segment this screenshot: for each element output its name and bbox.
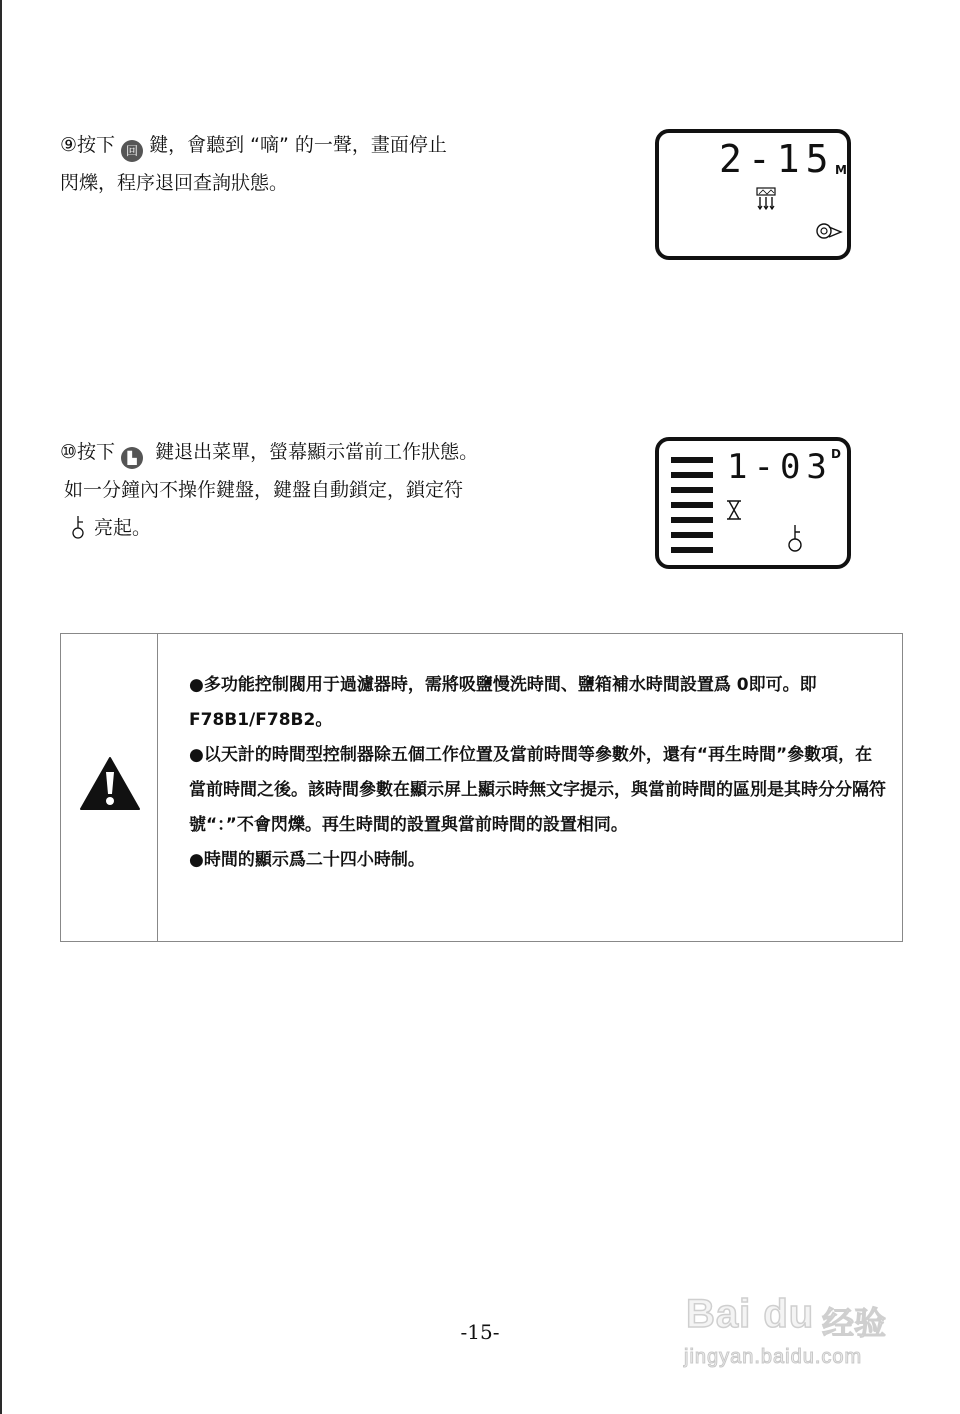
step-10-press-label: 按下 (77, 441, 116, 463)
lcd-display-query (655, 129, 851, 260)
lcd-display-status (655, 437, 851, 569)
watermark-url: jingyan.baidu.com (684, 1346, 863, 1368)
note-item-24h: ●時間的顯示爲二十四小時制。 (189, 850, 425, 870)
warning-icon (79, 756, 141, 812)
watermark-logo: Bai du (686, 1292, 815, 1336)
step-9-line-1 (60, 126, 580, 164)
step-10-line-1 (60, 433, 580, 471)
watermark-cn: 经验 (822, 1304, 887, 1342)
left-margin-rule (0, 0, 2, 1414)
step-9-number: ⑨ (60, 134, 78, 156)
lcd-unit-label: D (831, 447, 841, 461)
filter-flow-icon (755, 187, 777, 211)
note-item-regen-time: ●以天計的時間型控制器除五個工作位置及當前時間等參數外，還有“再生時間”參數項，在當前時間之後。該時間參數在顯示屏上顯示時無文字提示，與當前時間的區別是其時分分隔符號“：”不會閃爍。再生時間的設置與當前時間的設置相同。 (189, 745, 886, 835)
note-text (189, 668, 889, 878)
step-10-line-3 (60, 509, 580, 547)
step-10-number: ⑩ (60, 441, 78, 463)
step-10-instruction: 鍵退出菜單，螢幕顯示當前工作狀態。 (155, 441, 479, 463)
step-9-press-label: 按下 (77, 134, 116, 156)
level-bars-icon (671, 457, 713, 562)
caution-note-box (60, 633, 903, 942)
lock-symbol-icon (785, 523, 805, 553)
step-10-line-2: 如一分鐘內不操作鍵盤，鍵盤自動鎖定，鎖定符 (64, 479, 464, 501)
menu-exit-key-icon: ▙ (121, 447, 143, 469)
step-10-text (60, 433, 580, 547)
salt-valve-icon (815, 221, 843, 241)
step-9-text (60, 126, 580, 202)
hourglass-icon (725, 499, 743, 521)
step-10-lit-text: 亮起。 (94, 517, 152, 539)
lcd-digits: 1-03 (727, 447, 833, 487)
page-number: -15- (460, 1320, 500, 1344)
lcd-unit-label: M (835, 163, 847, 177)
program-key-icon: 回 (121, 140, 143, 162)
lock-symbol-icon (68, 514, 88, 540)
step-9-instruction: 鍵，會聽到 “嘀” 的一聲，畫面停止 (149, 134, 447, 156)
note-divider (157, 634, 158, 941)
step-9-line-2: 閃爍，程序退回查詢狀態。 (60, 172, 289, 194)
lcd-digits: 2-15 (719, 137, 835, 181)
note-item-filter: ●多功能控制閥用于過濾器時，需將吸鹽慢洗時間、鹽箱補水時間設置爲 0即可。即F78B1/F78B2。 (189, 675, 817, 730)
baidu-jingyan-watermark (680, 1282, 920, 1382)
